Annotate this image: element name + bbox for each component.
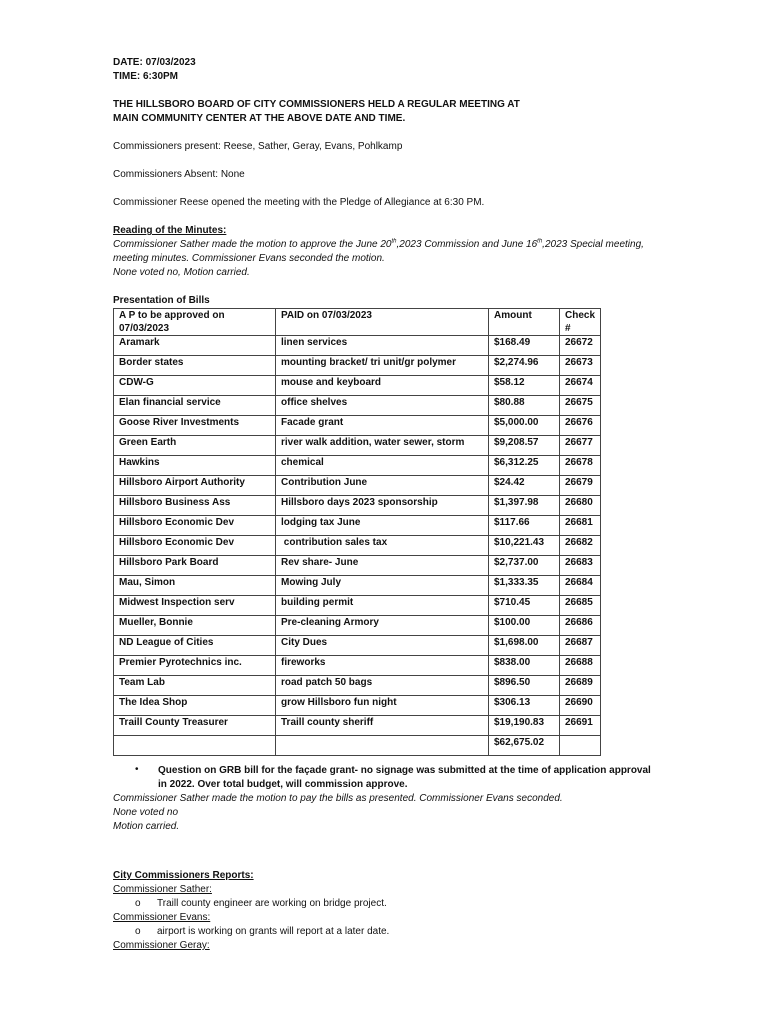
table-row (114, 536, 601, 556)
check-number-cell: 26691 (560, 716, 601, 736)
table-row (114, 416, 601, 436)
check-number-cell: 26679 (560, 476, 601, 496)
table-row (114, 476, 601, 496)
vendor-column-header: A P to be approved on 07/03/2023 (114, 309, 276, 336)
sather-item: o Traill county engineer are working on bridge project. (135, 898, 387, 909)
total-row (114, 736, 601, 756)
check-number-cell: 26685 (560, 596, 601, 616)
vendor-cell: Elan financial service (114, 396, 276, 416)
amount-cell: $80.88 (489, 396, 560, 416)
table-row (114, 396, 601, 416)
check-number-cell: 26688 (560, 656, 601, 676)
description-cell: road patch 50 bags (276, 676, 489, 696)
paid-column-header: PAID on 07/03/2023 (276, 309, 489, 336)
check-number-cell: 26674 (560, 376, 601, 396)
vendor-cell: Goose River Investments (114, 416, 276, 436)
table-row (114, 696, 601, 716)
table-row (114, 716, 601, 736)
description-cell: grow Hillsboro fun night (276, 696, 489, 716)
meeting-title-line-1: THE HILLSBORO BOARD OF CITY COMMISSIONERS HELD A REGULAR MEETING AT (113, 99, 520, 110)
description-cell: river walk addition, water sewer, storm (276, 436, 489, 456)
check-number-cell: 26687 (560, 636, 601, 656)
reports-heading: City Commissioners Reports: (113, 870, 254, 881)
amount-cell: $1,397.98 (489, 496, 560, 516)
vendor-cell: Mueller, Bonnie (114, 616, 276, 636)
description-cell: City Dues (276, 636, 489, 656)
check-number-cell: 26682 (560, 536, 601, 556)
check-number-cell: 26677 (560, 436, 601, 456)
table-row (114, 436, 601, 456)
table-row (114, 456, 601, 476)
meeting-time: TIME: 6:30PM (113, 71, 179, 82)
check-number-cell: 26684 (560, 576, 601, 596)
table-row (114, 516, 601, 536)
description-cell: Contribution June (276, 476, 489, 496)
vendor-cell: Traill County Treasurer (114, 716, 276, 736)
amount-cell: $168.49 (489, 336, 560, 356)
description-cell: Traill county sheriff (276, 716, 489, 736)
check-number-cell: 26675 (560, 396, 601, 416)
bills-question (113, 764, 673, 792)
vendor-cell: Border states (114, 356, 276, 376)
description-cell: Rev share- June (276, 556, 489, 576)
description-cell: chemical (276, 456, 489, 476)
description-cell: office shelves (276, 396, 489, 416)
commissioners-present: Commissioners present: Reese, Sather, Geray, Evans, Pohlkamp (113, 141, 403, 152)
evans-item: o airport is working on grants will report at a later date. (135, 926, 390, 937)
check-number-cell: 26673 (560, 356, 601, 376)
minutes-vote: None voted no, Motion carried. (113, 267, 250, 278)
check-column-header: Check # (560, 309, 601, 336)
vendor-cell: Midwest Inspection serv (114, 596, 276, 616)
amount-cell: $5,000.00 (489, 416, 560, 436)
amount-cell: $1,698.00 (489, 636, 560, 656)
minutes-motion-line-2: meeting minutes. Commissioner Evans seconded the motion. (113, 253, 385, 264)
description-cell: contribution sales tax (276, 536, 489, 556)
vendor-cell: The Idea Shop (114, 696, 276, 716)
amount-cell: $838.00 (489, 656, 560, 676)
sub-bullet-icon: o (135, 926, 141, 937)
table-row (114, 376, 601, 396)
minutes-heading: Reading of the Minutes: (113, 225, 227, 236)
bills-table-header (114, 309, 601, 336)
check-number-cell: 26681 (560, 516, 601, 536)
bills-vote-2: Motion carried. (113, 821, 180, 832)
empty-cell (276, 736, 489, 756)
description-cell: Pre-cleaning Armory (276, 616, 489, 636)
sub-bullet-icon: o (135, 898, 141, 909)
table-row (114, 496, 601, 516)
amount-cell: $100.00 (489, 616, 560, 636)
vendor-cell: Hillsboro Economic Dev (114, 516, 276, 536)
vendor-cell: Hillsboro Economic Dev (114, 536, 276, 556)
amount-cell: $2,274.96 (489, 356, 560, 376)
check-number-cell: 26683 (560, 556, 601, 576)
description-cell: Facade grant (276, 416, 489, 436)
description-cell: mouse and keyboard (276, 376, 489, 396)
check-number-cell: 26676 (560, 416, 601, 436)
check-number-cell: 26689 (560, 676, 601, 696)
meeting-opening: Commissioner Reese opened the meeting with the Pledge of Allegiance at 6:30 PM. (113, 197, 485, 208)
description-cell: Hillsboro days 2023 sponsorship (276, 496, 489, 516)
table-row (114, 676, 601, 696)
empty-cell (560, 736, 601, 756)
amount-cell: $19,190.83 (489, 716, 560, 736)
bills-heading: Presentation of Bills (113, 295, 210, 306)
total-amount: $62,675.02 (489, 736, 560, 756)
check-number-cell: 26678 (560, 456, 601, 476)
bills-table (113, 308, 601, 756)
table-row (114, 556, 601, 576)
empty-cell (114, 736, 276, 756)
vendor-cell: Mau, Simon (114, 576, 276, 596)
check-number-cell: 26686 (560, 616, 601, 636)
description-cell: building permit (276, 596, 489, 616)
amount-cell: $6,312.25 (489, 456, 560, 476)
amount-cell: $710.45 (489, 596, 560, 616)
vendor-cell: ND League of Cities (114, 636, 276, 656)
description-cell: lodging tax June (276, 516, 489, 536)
check-number-cell: 26680 (560, 496, 601, 516)
vendor-cell: Hawkins (114, 456, 276, 476)
vendor-cell: Hillsboro Airport Authority (114, 476, 276, 496)
amount-column-header: Amount (489, 309, 560, 336)
table-row (114, 656, 601, 676)
minutes-motion-line-1: Commissioner Sather made the motion to approve the June 20th,2023 Commission and June 16th,2023 Special meeting, (113, 238, 644, 250)
description-cell: Mowing July (276, 576, 489, 596)
bills-motion: Commissioner Sather made the motion to pay the bills as presented. Commissioner Evans seconded. (113, 793, 563, 804)
table-row (114, 336, 601, 356)
evans-heading: Commissioner Evans: (113, 912, 211, 923)
description-cell: mounting bracket/ tri unit/gr polymer (276, 356, 489, 376)
amount-cell: $10,221.43 (489, 536, 560, 556)
table-row (114, 596, 601, 616)
description-cell: linen services (276, 336, 489, 356)
vendor-cell: CDW-G (114, 376, 276, 396)
table-row (114, 616, 601, 636)
table-row (114, 356, 601, 376)
bills-question-text: Question on GRB bill for the façade grant- no signage was submitted at the time of application approval in 2022. Over total budget, will commission approve. (158, 765, 651, 790)
vendor-cell: Hillsboro Park Board (114, 556, 276, 576)
amount-cell: $24.42 (489, 476, 560, 496)
geray-heading: Commissioner Geray: (113, 940, 210, 951)
amount-cell: $2,737.00 (489, 556, 560, 576)
amount-cell: $896.50 (489, 676, 560, 696)
vendor-cell: Aramark (114, 336, 276, 356)
vendor-cell: Team Lab (114, 676, 276, 696)
amount-cell: $1,333.35 (489, 576, 560, 596)
meeting-title-line-2: MAIN COMMUNITY CENTER AT THE ABOVE DATE AND TIME. (113, 113, 406, 124)
check-number-cell: 26672 (560, 336, 601, 356)
table-row (114, 636, 601, 656)
bullet-icon: • (135, 764, 139, 775)
description-cell: fireworks (276, 656, 489, 676)
vendor-cell: Premier Pyrotechnics inc. (114, 656, 276, 676)
commissioners-absent: Commissioners Absent: None (113, 169, 245, 180)
minutes-document (113, 56, 673, 953)
amount-cell: $58.12 (489, 376, 560, 396)
bills-vote-1: None voted no (113, 807, 179, 818)
sather-heading: Commissioner Sather: (113, 884, 212, 895)
meeting-date: DATE: 07/03/2023 (113, 57, 196, 68)
table-row (114, 576, 601, 596)
vendor-cell: Green Earth (114, 436, 276, 456)
amount-cell: $306.13 (489, 696, 560, 716)
amount-cell: $117.66 (489, 516, 560, 536)
amount-cell: $9,208.57 (489, 436, 560, 456)
check-number-cell: 26690 (560, 696, 601, 716)
vendor-cell: Hillsboro Business Ass (114, 496, 276, 516)
